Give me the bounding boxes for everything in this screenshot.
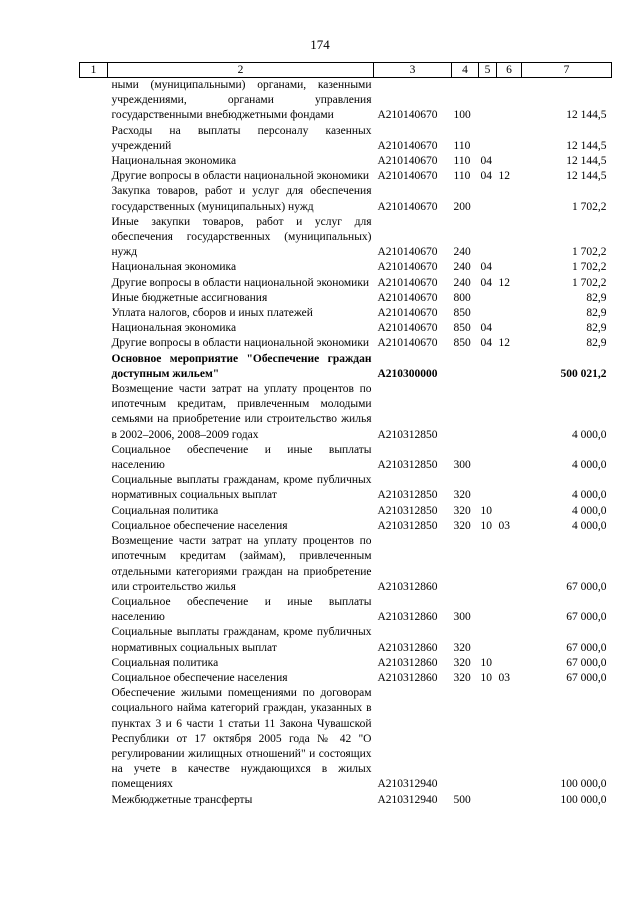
row-code-cell: А210140670: [377, 276, 438, 289]
table-row: [80, 443, 612, 473]
row-expense-type-cell: 850: [453, 337, 471, 350]
row-amount-cell: 67 000,0: [566, 641, 607, 654]
row-name-cell: Социальное обеспечение и иные выплаты населению: [111, 595, 372, 624]
table-row: [80, 793, 612, 808]
row-number-cell: [80, 124, 108, 154]
table-body: [80, 78, 612, 808]
row-name-cell: Социальное обеспечение населения: [111, 671, 288, 684]
row-name-cell: Закупка товаров, работ и услуг для обеспечения государственных (муниципальных) нужд: [111, 185, 372, 213]
row-subsection-cell: [497, 382, 522, 443]
row-amount-cell: 82,9: [586, 337, 607, 350]
row-code-cell: А210140670: [377, 200, 438, 213]
row-name-cell: Уплата налогов, сборов и иных платежей: [111, 307, 313, 320]
row-expense-type-cell: [452, 534, 479, 595]
row-code-cell: А210312860: [377, 671, 438, 684]
row-code-cell: А210140670: [377, 307, 438, 320]
row-amount-cell: 67 000,0: [566, 611, 607, 624]
row-subsection-cell: [497, 321, 522, 336]
row-subsection-cell: [497, 656, 522, 671]
row-code-cell: А210312850: [377, 504, 438, 517]
row-expense-type-cell: 500: [453, 793, 471, 806]
row-number-cell: [80, 656, 108, 671]
column-header: 7: [522, 63, 612, 78]
row-name-cell: Иные закупки товаров, работ и услуг для обеспечения государственных (муниципальных) нужд: [111, 215, 372, 259]
row-section-cell: [479, 78, 497, 124]
row-code-cell: А210140670: [377, 139, 438, 152]
table-row: [80, 336, 612, 351]
row-amount-cell: 4 000,0: [572, 459, 607, 472]
budget-table: [79, 62, 612, 808]
row-expense-type-cell: 110: [453, 155, 471, 168]
row-code-cell: А210140670: [377, 155, 438, 168]
row-number-cell: [80, 473, 108, 503]
row-section-cell: [479, 352, 497, 382]
row-amount-cell: 12 144,5: [566, 109, 607, 122]
page-number: 174: [310, 37, 330, 52]
row-name-cell: Иные бюджетные ассигнования: [111, 291, 268, 304]
table-row: [80, 260, 612, 275]
row-amount-cell: 67 000,0: [566, 656, 607, 669]
table-row: [80, 78, 612, 124]
row-expense-type-cell: 110: [453, 139, 471, 152]
row-section-cell: [479, 382, 497, 443]
row-section-cell: 04: [480, 276, 492, 289]
row-amount-cell: 1 702,2: [572, 246, 607, 259]
row-subsection-cell: [497, 352, 522, 382]
row-subsection-cell: [497, 534, 522, 595]
row-amount-cell: 12 144,5: [566, 139, 607, 152]
row-section-cell: [479, 215, 497, 261]
row-section-cell: 10: [480, 519, 492, 532]
row-name-cell: Обеспечение жилыми помещениями по договорам социального найма категорий граждан, указанных в пунктах 3 и 6 части 1 статьи 11 Закона Чувашской Республики от 17 октября 2005 года № 42 "О регулировании жилищных отношений" и состоящих на учете в качестве нуждающихся в жилых помещениях: [111, 687, 372, 791]
table-row: [80, 184, 612, 214]
table-row: [80, 382, 612, 443]
table-row: [80, 276, 612, 291]
row-amount-cell: 67 000,0: [566, 671, 607, 684]
column-number-header-row: [80, 63, 612, 78]
row-number-cell: [80, 276, 108, 291]
row-name-cell: Национальная экономика: [111, 322, 237, 335]
row-section-cell: [479, 595, 497, 625]
row-code-cell: А210140670: [377, 337, 438, 350]
row-code-cell: А210140670: [377, 291, 438, 304]
row-number-cell: [80, 291, 108, 306]
row-amount-cell: 1 702,2: [572, 261, 607, 274]
row-section-cell: [479, 306, 497, 321]
row-code-cell: А210312850: [377, 459, 438, 472]
row-section-cell: 10: [480, 671, 492, 684]
row-code-cell: А210140670: [377, 322, 438, 335]
row-section-cell: [479, 534, 497, 595]
row-expense-type-cell: [452, 686, 479, 792]
table-row: [80, 504, 612, 519]
row-number-cell: [80, 260, 108, 275]
row-subsection-cell: [497, 625, 522, 655]
row-section-cell: [479, 793, 497, 808]
table-row: [80, 595, 612, 625]
row-expense-type-cell: 320: [453, 641, 471, 654]
row-name-cell: Другие вопросы в области национальной экономики: [111, 170, 370, 183]
row-name-cell: Национальная экономика: [111, 155, 237, 168]
table-row: [80, 473, 612, 503]
row-amount-cell: 4 000,0: [572, 504, 607, 517]
row-subsection-cell: [497, 595, 522, 625]
row-code-cell: А210312850: [377, 428, 438, 441]
row-section-cell: 04: [480, 170, 492, 183]
row-expense-type-cell: [452, 352, 479, 382]
row-subsection-cell: [497, 215, 522, 261]
row-expense-type-cell: 850: [453, 322, 471, 335]
row-amount-cell: 500 021,2: [560, 367, 607, 380]
column-header: 4: [452, 63, 479, 78]
row-number-cell: [80, 595, 108, 625]
row-amount-cell: 100 000,0: [560, 778, 607, 791]
row-expense-type-cell: 240: [453, 246, 471, 259]
row-number-cell: [80, 793, 108, 808]
row-section-cell: [479, 124, 497, 154]
row-subsection-cell: 03: [498, 519, 510, 532]
row-subsection-cell: [497, 78, 522, 124]
row-amount-cell: 67 000,0: [566, 580, 607, 593]
row-name-cell: Межбюджетные трансферты: [111, 793, 253, 806]
row-expense-type-cell: 320: [453, 504, 471, 517]
column-header: 5: [479, 63, 497, 78]
column-header: 6: [497, 63, 522, 78]
row-subsection-cell: [497, 504, 522, 519]
row-code-cell: А210140670: [377, 170, 438, 183]
row-subsection-cell: [497, 260, 522, 275]
row-code-cell: А210312940: [377, 778, 438, 791]
row-code-cell: А210140670: [377, 261, 438, 274]
row-name-cell: Социальные выплаты гражданам, кроме публичных нормативных социальных выплат: [111, 626, 372, 654]
row-number-cell: [80, 534, 108, 595]
row-subsection-cell: 12: [498, 337, 510, 350]
row-amount-cell: 82,9: [586, 291, 607, 304]
row-name-cell: ными (муниципальными) органами, казенными учреждениями, органами управления государственными внебюджетными фондами: [111, 79, 372, 122]
row-subsection-cell: [497, 686, 522, 792]
row-amount-cell: 4 000,0: [572, 519, 607, 532]
row-section-cell: [479, 443, 497, 473]
row-section-cell: 04: [480, 155, 492, 168]
row-code-cell: А210312860: [377, 656, 438, 669]
row-expense-type-cell: 300: [453, 459, 471, 472]
column-header: 1: [80, 63, 108, 78]
row-number-cell: [80, 504, 108, 519]
row-amount-cell: 82,9: [586, 307, 607, 320]
row-code-cell: А210140670: [377, 109, 438, 122]
table-row: [80, 656, 612, 671]
row-subsection-cell: [497, 473, 522, 503]
row-number-cell: [80, 352, 108, 382]
row-expense-type-cell: [452, 382, 479, 443]
table-row: [80, 321, 612, 336]
row-number-cell: [80, 519, 108, 534]
table-row: [80, 352, 612, 382]
row-subsection-cell: 03: [498, 671, 510, 684]
table-row: [80, 686, 612, 792]
row-amount-cell: 82,9: [586, 322, 607, 335]
table-row: [80, 154, 612, 169]
row-number-cell: [80, 625, 108, 655]
row-expense-type-cell: 320: [453, 656, 471, 669]
table-row: [80, 124, 612, 154]
table-row: [80, 306, 612, 321]
row-section-cell: 04: [480, 337, 492, 350]
row-section-cell: 10: [480, 504, 492, 517]
row-amount-cell: 1 702,2: [572, 276, 607, 289]
row-number-cell: [80, 184, 108, 214]
row-number-cell: [80, 382, 108, 443]
row-number-cell: [80, 686, 108, 792]
row-number-cell: [80, 169, 108, 184]
row-amount-cell: 4 000,0: [572, 489, 607, 502]
row-section-cell: 04: [480, 261, 492, 274]
column-header: 3: [374, 63, 452, 78]
row-code-cell: А210312860: [377, 641, 438, 654]
row-code-cell: А210312940: [377, 793, 438, 806]
table-row: [80, 534, 612, 595]
table-row: [80, 625, 612, 655]
row-expense-type-cell: 300: [453, 611, 471, 624]
row-subsection-cell: [497, 184, 522, 214]
row-name-cell: Социальное обеспечение населения: [111, 519, 288, 532]
row-expense-type-cell: 240: [453, 261, 471, 274]
row-amount-cell: 12 144,5: [566, 170, 607, 183]
row-amount-cell: 1 702,2: [572, 200, 607, 213]
table-row: [80, 291, 612, 306]
row-expense-type-cell: 320: [453, 519, 471, 532]
row-expense-type-cell: 100: [453, 109, 471, 122]
row-expense-type-cell: 850: [453, 307, 471, 320]
row-expense-type-cell: 200: [453, 200, 471, 213]
table-row: [80, 671, 612, 686]
row-subsection-cell: [497, 306, 522, 321]
row-subsection-cell: [497, 154, 522, 169]
row-name-cell: Социальная политика: [111, 656, 219, 669]
row-name-cell: Другие вопросы в области национальной экономики: [111, 337, 370, 350]
table-row: [80, 169, 612, 184]
row-number-cell: [80, 154, 108, 169]
row-number-cell: [80, 671, 108, 686]
row-section-cell: 10: [480, 656, 492, 669]
row-expense-type-cell: 320: [453, 489, 471, 502]
row-expense-type-cell: 110: [453, 170, 471, 183]
row-code-cell: А210312860: [377, 611, 438, 624]
row-name-cell: Национальная экономика: [111, 261, 237, 274]
row-number-cell: [80, 306, 108, 321]
row-number-cell: [80, 78, 108, 124]
row-number-cell: [80, 336, 108, 351]
row-section-cell: [479, 473, 497, 503]
row-subsection-cell: [497, 124, 522, 154]
row-amount-cell: 4 000,0: [572, 428, 607, 441]
row-section-cell: 04: [480, 322, 492, 335]
row-code-cell: А210300000: [377, 367, 438, 380]
row-code-cell: А210312860: [377, 580, 438, 593]
row-amount-cell: 12 144,5: [566, 155, 607, 168]
row-subsection-cell: [497, 443, 522, 473]
row-name-cell: Возмещение части затрат на уплату процентов по ипотечным кредитам (займам), привлеченным отдельными категориями граждан на приобретение или строительство жилья: [111, 535, 372, 593]
row-section-cell: [479, 184, 497, 214]
row-section-cell: [479, 686, 497, 792]
row-name-cell: Основное мероприятие "Обеспечение граждан доступным жильем": [111, 352, 372, 380]
row-subsection-cell: 12: [498, 170, 510, 183]
row-name-cell: Социальные выплаты гражданам, кроме публичных нормативных социальных выплат: [111, 474, 372, 502]
row-amount-cell: 100 000,0: [560, 793, 607, 806]
row-name-cell: Возмещение части затрат на уплату процентов по ипотечным кредитам, привлеченным молодыми семьями на приобретение или строительство жилья в 2002–2006, 2008–2009 годах: [111, 383, 372, 441]
row-name-cell: Расходы на выплаты персоналу казенных учреждений: [111, 124, 372, 152]
row-name-cell: Социальная политика: [111, 504, 219, 517]
row-section-cell: [479, 625, 497, 655]
row-number-cell: [80, 215, 108, 261]
row-number-cell: [80, 321, 108, 336]
row-name-cell: Другие вопросы в области национальной экономики: [111, 276, 370, 289]
row-code-cell: А210140670: [377, 246, 438, 259]
row-number-cell: [80, 443, 108, 473]
row-subsection-cell: [497, 291, 522, 306]
column-header: 2: [108, 63, 374, 78]
row-expense-type-cell: 800: [453, 291, 471, 304]
row-section-cell: [479, 291, 497, 306]
row-name-cell: Социальное обеспечение и иные выплаты населению: [111, 443, 372, 472]
row-code-cell: А210312850: [377, 489, 438, 502]
table-row: [80, 519, 612, 534]
row-subsection-cell: [497, 793, 522, 808]
row-expense-type-cell: 240: [453, 276, 471, 289]
row-subsection-cell: 12: [498, 276, 510, 289]
table-row: [80, 215, 612, 261]
row-code-cell: А210312850: [377, 519, 438, 532]
row-expense-type-cell: 320: [453, 671, 471, 684]
